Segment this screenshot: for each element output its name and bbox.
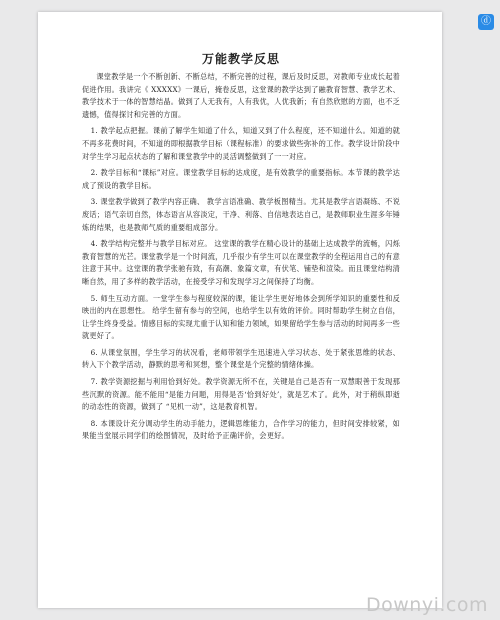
paragraph-1: 1. 教学起点把握。课前了解学生知道了什么，知道又到了什么程度，还不知道什么。知道的就不再多花费时间，不知道的即根据教学目标（课程标准）的要求做些弥补的工作。教学设计阶段中对学生学习起点状态的了解和课堂教学中的灵活调整做到了一一对应。 <box>82 126 400 161</box>
paragraph-5: 5. 师生互动方面。一堂学生参与程度较深的课，能让学生更好地体会到所学知识的重要性和反映出的内在思想性。 给学生留有参与的空间，也给学生以有效的评价。同时帮助学生树立自信，让学生终身受益。情感目标的实现尤重于认知和能力领域，如果留给学生参与活动的时间再多一些就更好了。 <box>82 293 400 341</box>
document-title: 万能教学反思 <box>201 52 280 66</box>
watermark: Downyi.com <box>366 594 488 616</box>
paragraph-8: 8. 本课设计充分调动学生的动手能力，逻辑思维能力，合作学习的能力，但时间安排较紧，如果能当堂展示同学们的绘图情况，及时给予正确评价，会更好。 <box>82 418 400 441</box>
site-logo-icon[interactable]: ⓓ <box>478 14 494 30</box>
paragraph-6: 6. 从课堂氛围，学生学习的状况看，老师带领学生迅速进入学习状态、处于紧张思维的状态、转入下个教学活动，静默的思考和冥想，整个课堂是个完整的情绪体操。 <box>82 347 400 370</box>
paragraph-intro: 课堂教学是一个不断创新、不断总结，不断完善的过程，课后及时反思，对教师专业成长起着促进作用。我讲完《 XXXXX》一课后，掩卷反思，这堂课的教学达到了融教育智慧、教学艺术、教学技术于一体的智慧结晶。做到了人无我有，人有我优，人优我新；有自然欣慰的方面，也不乏遗憾，值得探讨和完善的方面。 <box>82 72 400 119</box>
paragraph-7: 7. 教学资源挖掘与利用恰到好处。教学资源无所不在，关键是自己是否有一双慧眼善于发现那些沉默的资源。能不能用“是能力问题，用得是否‘恰到好处’，就是艺术了。此外，对于稍纵即逝的动态性的资源，做到了 “见机一动”，这是教育机智。 <box>82 377 400 412</box>
document-page <box>38 12 442 608</box>
paragraph-4: 4. 教学结构完整并与教学目标对应。 这堂课的教学在精心设计的基础上达成教学的流畅，闪烁教育智慧的光芒。课堂教学是一个时间流，几乎很少有学生可以在课堂教学的全程运用自己的有意注意于其中。这堂课的教学张驰有致，有高潮、象篇文章，有伏笔、铺垫和渲染。而且课堂结构清晰自然，用了多样的教学活动，在接受学习和发现学习之间保持了均衡。 <box>82 239 400 286</box>
paragraph-2: 2. 教学目标和“课标”对应。课堂教学目标的达成度，是有效教学的重要指标。本节课的教学达成了预设的教学目标。 <box>82 168 400 190</box>
paragraph-3: 3. 课堂教学做到了教学内容正确、 教学言语准确、教学板图精当。尤其是教学言语凝练、不说废话；语气亲切自然，体态语言从容淡定，干净、利落、自信地表达自己，是教师职业生涯多年锤炼的结果，也是教师气质的重要组成部分。 <box>82 197 400 232</box>
